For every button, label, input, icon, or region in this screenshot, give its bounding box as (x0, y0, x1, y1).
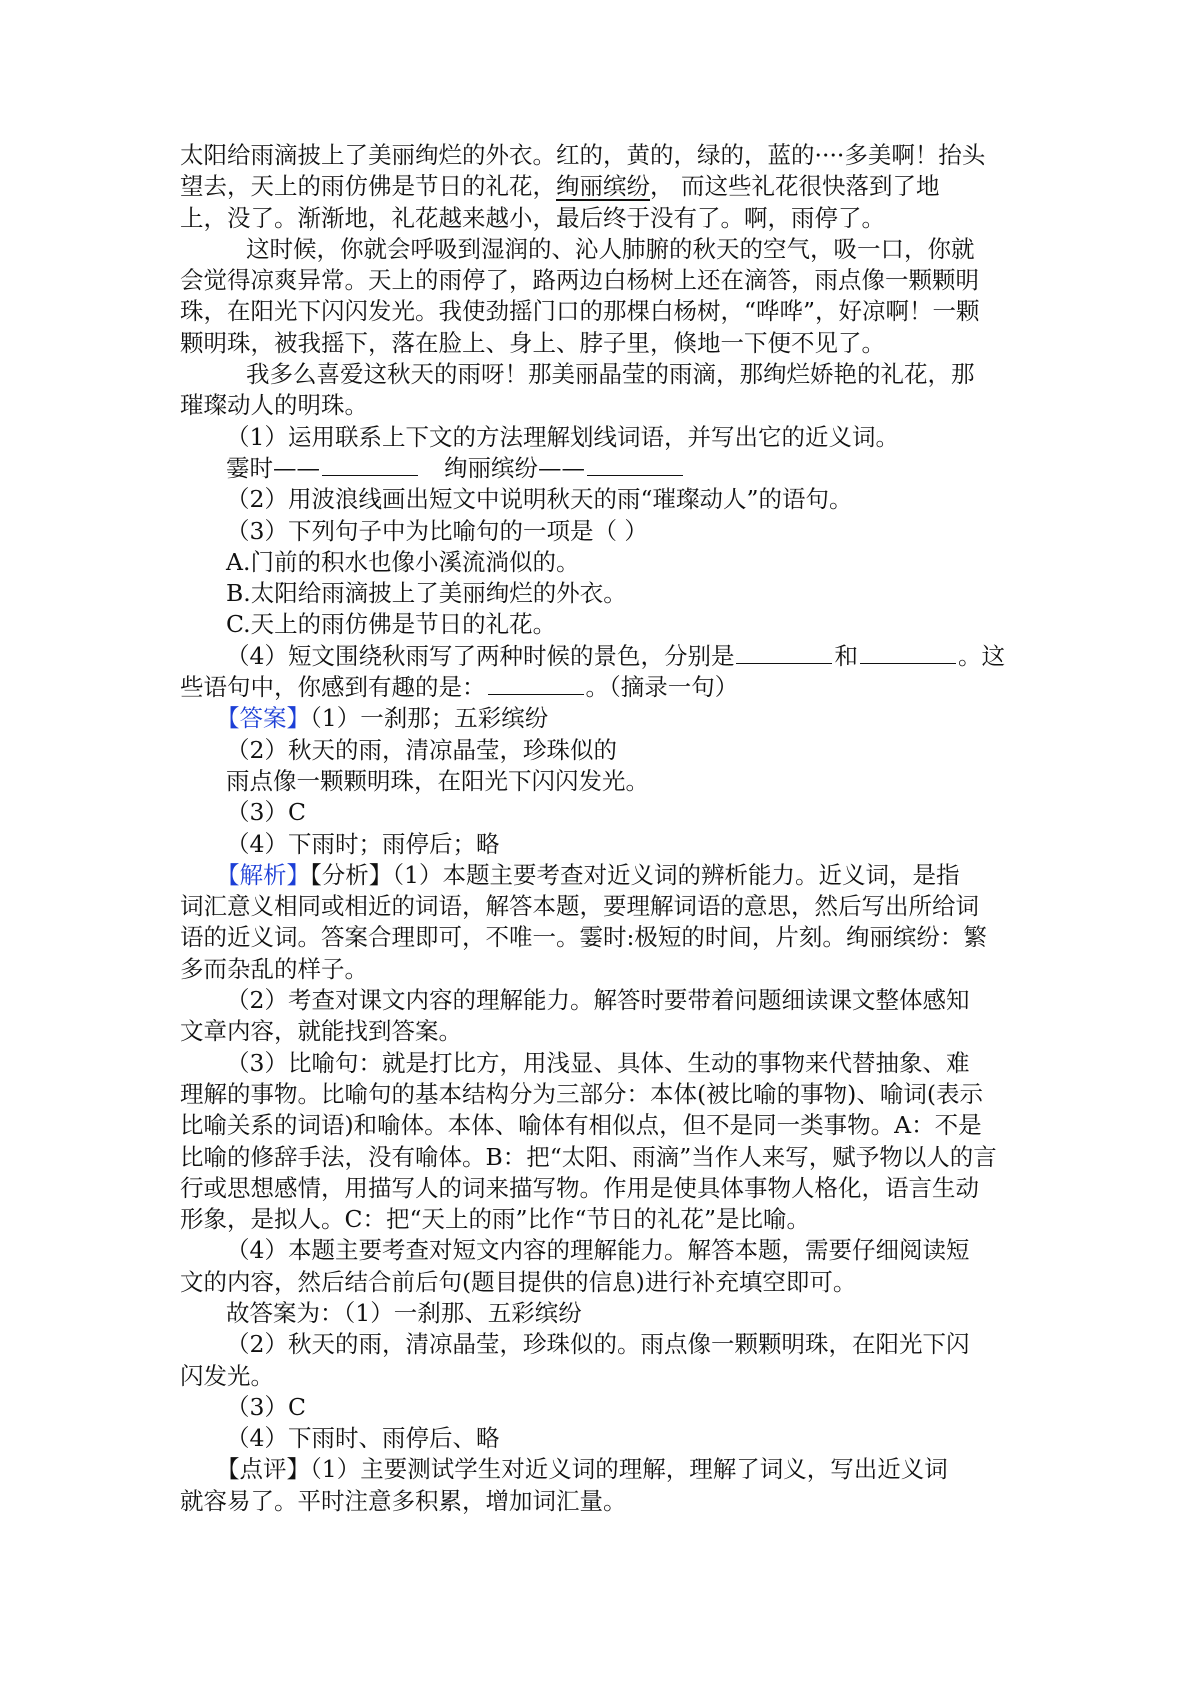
analysis-line: 行或思想感情，用描写人的词来描写物。作用是使具体事物人格化，语言生动 (180, 1173, 979, 1202)
passage-line: 璀璨动人的明珠。 (180, 391, 368, 420)
analysis-line: 形象，是拟人。C：把“天上的雨”比作“节日的礼花”是比喻。 (180, 1205, 811, 1234)
answer-heading (180, 703, 1020, 734)
question-4 (180, 641, 1020, 672)
analysis-tag: 【解析】 (216, 860, 310, 889)
text-run: 望去，天上的雨仿佛是节日的礼花， (180, 172, 556, 201)
passage-line: 这时候，你就会呼吸到湿润的、沁人肺腑的秋天的空气，吸一口，你就 (246, 234, 975, 263)
option-c: C.天上的雨仿佛是节日的礼花。 (226, 610, 557, 639)
passage-line: 我多么喜爱这秋天的雨呀！那美丽晶莹的雨滴，那绚烂娇艳的礼花，那 (246, 360, 975, 389)
question-2: （2）用波浪线画出短文中说明秋天的雨“璀璨动人”的语句。 (226, 485, 853, 514)
analysis-heading (180, 860, 1020, 891)
passage-line (180, 171, 1020, 202)
analysis-line: 比喻的修辞手法，没有喻体。B：把“太阳、雨滴”当作人来写，赋予物以人的言 (180, 1142, 997, 1171)
passage-line: 珠，在阳光下闪闪发光。我使劲摇门口的那棵白杨树，“哗哗”，好凉啊！一颗 (180, 297, 980, 326)
comment-line: 就容易了。平时注意多积累，增加词汇量。 (180, 1486, 627, 1515)
underlined-word: 绚丽缤纷 (556, 172, 650, 201)
final-answer-line: （3）C (226, 1392, 306, 1421)
text-run: 些语句中，你感到有趣的是： (180, 673, 486, 702)
final-answer-line: 故答案为：（1）一刹那、五彩缤纷 (226, 1298, 582, 1327)
option-b: B.太阳给雨滴披上了美丽绚烂的外衣。 (226, 579, 627, 608)
answer-line: 雨点像一颗颗明珠，在阳光下闪闪发光。 (226, 766, 649, 795)
question-4-cont (180, 672, 1020, 703)
question-1: （1）运用联系上下文的方法理解划线词语，并写出它的近义词。 (226, 422, 899, 451)
analysis-line: 语的近义词。答案合理即可，不唯一。霎时:极短的时间，片刻。绚丽缤纷：繁 (180, 923, 987, 952)
analysis-line: （4）本题主要考查对短文内容的理解能力。解答本题，需要仔细阅读短 (226, 1236, 970, 1265)
text-run: （4）短文围绕秋雨写了两种时候的景色，分别是 (226, 641, 735, 670)
answer-blank (736, 662, 832, 664)
text-run: 。（摘录一句） (585, 673, 739, 702)
passage-line: 颗明珠，被我摇下，落在脸上、身上、脖子里，倏地一下便不见了。 (180, 328, 885, 357)
passage-line: 上，没了。渐渐地，礼花越来越小，最后终于没有了。啊，雨停了。 (180, 203, 885, 232)
option-a: A.门前的积水也像小溪流淌似的。 (226, 547, 580, 576)
analysis-line: 比喻关系的词语)和喻体。本体、喻体有相似点，但不是同一类事物。A：不是 (180, 1111, 982, 1140)
final-answer-line: （4）下雨时、雨停后、略 (226, 1424, 500, 1453)
analysis-line: 多而杂乱的样子。 (180, 954, 368, 983)
answer-line: （3）C (226, 798, 306, 827)
question-1-blanks (180, 453, 1020, 484)
comment-line: 【点评】（1）主要测试学生对近义词的理解，理解了词义，写出近义词 (216, 1455, 948, 1484)
answer-blank (587, 474, 683, 476)
text-run: 【分析】（1）本题主要考查对近义词的辨析能力。近义词，是指 (310, 860, 960, 889)
answer-blank (322, 474, 418, 476)
analysis-line: 词汇意义相同或相近的词语，解答本题，要理解词语的意思，然后写出所给词 (180, 892, 979, 921)
final-answer-line: （2）秋天的雨，清凉晶莹，珍珠似的。雨点像一颗颗明珠，在阳光下闪 (226, 1330, 970, 1359)
document-body (180, 140, 1020, 1517)
analysis-line: （3）比喻句：就是打比方，用浅显、具体、生动的事物来代替抽象、难 (226, 1048, 970, 1077)
passage-line: 太阳给雨滴披上了美丽绚烂的外衣。红的，黄的，绿的，蓝的····多美啊！抬头 (180, 141, 986, 169)
analysis-line: 文的内容，然后结合前后句(题目提供的信息)进行补充填空即可。 (180, 1267, 857, 1296)
analysis-line: 文章内容，就能找到答案。 (180, 1017, 462, 1046)
blank-label: 霎时—— (226, 453, 320, 482)
text-run: 和 (834, 641, 858, 670)
answer-blank (860, 662, 956, 664)
final-answer-line: 闪发光。 (180, 1361, 274, 1390)
answer-line: （2）秋天的雨，清凉晶莹，珍珠似的 (226, 735, 617, 764)
analysis-line: 理解的事物。比喻句的基本结构分为三部分：本体(被比喻的事物)、喻词(表示 (180, 1079, 984, 1108)
text-run: ， 而这些礼花很快落到了地 (650, 172, 940, 201)
question-3: （3）下列句子中为比喻句的一项是（ ） (226, 516, 648, 545)
answer-line: （4）下雨时；雨停后；略 (226, 829, 500, 858)
text-run: 。这 (957, 641, 1005, 670)
answer-tag: 【答案】 (216, 704, 310, 733)
blank-label: 绚丽缤纷—— (444, 453, 585, 482)
passage-line: 会觉得凉爽异常。天上的雨停了，路两边白杨树上还在滴答，雨点像一颗颗明 (180, 266, 979, 295)
analysis-line: （2）考查对课文内容的理解能力。解答时要带着问题细读课文整体感知 (226, 986, 970, 1015)
answer-blank (488, 693, 584, 695)
text-run: （1）一刹那；五彩缤纷 (310, 704, 549, 733)
